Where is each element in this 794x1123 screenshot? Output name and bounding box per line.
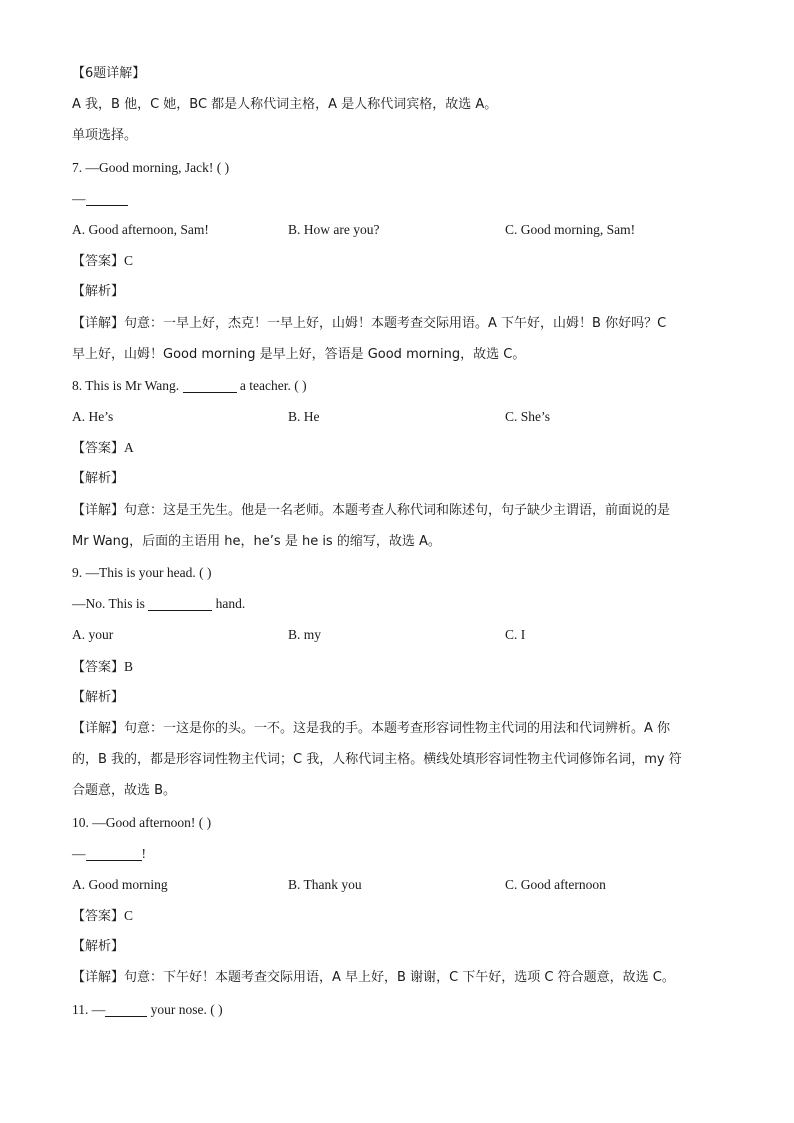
q8-answer-blank: [183, 378, 237, 393]
section-heading: 单项选择。: [72, 128, 138, 144]
q9-answer-value: B: [124, 658, 134, 674]
detail-tag: 【详解】: [72, 970, 125, 986]
q7-answer-value: C: [124, 253, 134, 269]
q10-option-a: A. Good morning: [72, 876, 168, 892]
q10-answer: [72, 900, 724, 931]
q8-option-b: B. He: [288, 409, 320, 425]
q7-answer-blank: [86, 191, 128, 206]
q8-detail-line-2: Mr Wang，后面的主语用 he，he’s 是 he is 的缩写，故选 A。: [72, 533, 441, 549]
q9-analysis-tag: 【解析】: [72, 689, 125, 705]
q8-stem: [72, 370, 724, 401]
q7-option-a: A. Good afternoon, Sam!: [72, 221, 209, 237]
q11-stem-post: your nose. ( ): [147, 1001, 223, 1017]
q9-detail-line-1: [72, 713, 724, 744]
q10-detail-line-1: [72, 962, 724, 993]
q6-explanation: A 我，B 他，C 她，BC 都是人称代词主格，A 是人称代词宾格，故选 A。: [72, 97, 498, 113]
q10-analysis-tag: 【解析】: [72, 939, 125, 955]
q9-stem: 9. —This is your head. ( ): [72, 565, 212, 580]
q8-stem-pre: 8. This is Mr Wang.: [72, 377, 183, 393]
q10-reply-dash: —: [72, 845, 86, 861]
detail-tag: 【详解】: [72, 720, 125, 736]
q9-options: [72, 619, 724, 650]
q10-option-b: B. Thank you: [288, 876, 362, 892]
q9-reply: [72, 588, 724, 619]
answer-tag: 【答案】: [72, 254, 125, 270]
answer-tag: 【答案】: [72, 659, 125, 675]
q8-answer: [72, 432, 724, 463]
q10-reply-post: !: [141, 845, 146, 861]
q7-option-c: C. Good morning, Sam!: [505, 221, 636, 237]
q11-stem: [72, 994, 724, 1025]
q7-answer: [72, 245, 724, 276]
q9-option-c: C. I: [505, 627, 526, 643]
document-page: [72, 58, 724, 1025]
q8-options: [72, 401, 724, 432]
q9-answer-blank: [148, 596, 212, 611]
q7-stem: 7. —Good morning, Jack! ( ): [72, 159, 230, 175]
q10-answer-value: C: [124, 908, 134, 924]
detail-tag: 【详解】: [72, 315, 125, 331]
q10-stem: 10. —Good afternoon! ( ): [72, 814, 212, 830]
q10-answer-blank: [86, 846, 142, 861]
q10-option-c: C. Good afternoon: [505, 876, 606, 892]
q8-answer-value: A: [124, 440, 134, 456]
q9-detail-text-1: 句意：一这是你的头。一不。这是我的手。本题考查形容词性物主代词的用法和代词辨析。A 你: [124, 720, 671, 736]
q8-stem-post: a teacher. ( ): [236, 377, 307, 393]
q7-options: [72, 214, 724, 245]
answer-tag: 【答案】: [72, 909, 125, 925]
q8-analysis-tag: 【解析】: [72, 471, 125, 487]
section-tag: 【6题详解】: [72, 66, 146, 81]
q9-detail-line-3: 合题意，故选 B。: [72, 783, 177, 799]
q8-detail-text-1: 句意：这是王先生。他是一名老师。本题考查人称代词和陈述句，句子缺少主谓语，前面说的是: [124, 502, 671, 518]
q11-answer-blank: [105, 1002, 147, 1017]
q11-stem-pre: 11. —: [72, 1001, 106, 1017]
q8-detail-line-1: [72, 495, 724, 526]
q7-detail-line-1: [72, 308, 724, 339]
q8-option-a: A. He’s: [72, 409, 114, 425]
q7-detail-text-1: 句意：一早上好，杰克！一早上好，山姆！本题考查交际用语。A 下午好，山姆！B 你好吗？C: [124, 315, 667, 331]
q9-reply-pre: —No. This is: [72, 596, 149, 612]
q7-option-b: B. How are you?: [288, 221, 380, 237]
q7-reply-dash: —: [72, 190, 86, 206]
q9-answer: [72, 651, 724, 682]
q10-reply: [72, 838, 724, 869]
q9-option-a: A. your: [72, 627, 114, 643]
q9-reply-post: hand.: [212, 596, 246, 612]
detail-tag: 【详解】: [72, 502, 125, 518]
q8-option-c: C. She’s: [505, 409, 551, 425]
q10-options: [72, 869, 724, 900]
answer-tag: 【答案】: [72, 441, 125, 457]
q10-detail-text-1: 句意：下午好！本题考查交际用语，A 早上好，B 谢谢，C 下午好，选项 C 符合题意，故选 C。: [124, 970, 675, 986]
q7-detail-line-2: 早上好，山姆！Good morning 是早上好，答语是 Good morning，故选 C。: [72, 346, 526, 362]
q9-option-b: B. my: [288, 627, 322, 643]
q7-analysis-tag: 【解析】: [72, 284, 125, 300]
q9-detail-line-2: 的，B 我的，都是形容词性物主代词；C 我，人称代词主格。横线处填形容词性物主代词修饰名词，my 符: [72, 752, 682, 768]
q7-reply: [72, 183, 724, 214]
